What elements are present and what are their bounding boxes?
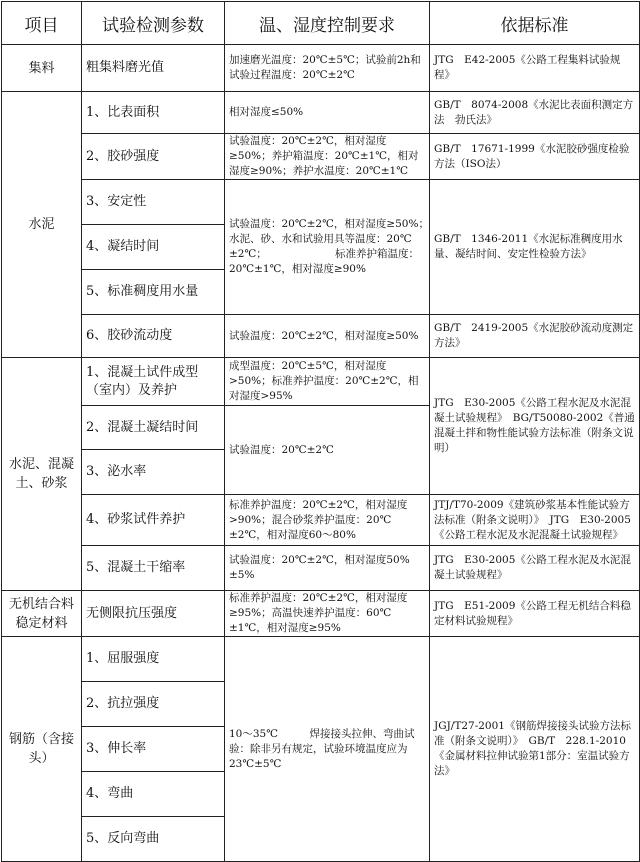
standard-cell: GB/T 1346-2011《水泥标准稠度用水量、凝结时间、安定性检验方法》 xyxy=(430,180,640,315)
param-cell: 5、标准稠度用水量 xyxy=(82,270,225,315)
item-cell: 钢筋（含接头） xyxy=(2,637,82,862)
table-row xyxy=(2,546,640,591)
param-cell: 1、比表面积 xyxy=(82,92,225,134)
requirement-cell: 试验温度：20℃±2℃，相对湿度≥50% xyxy=(225,315,430,358)
table-row xyxy=(2,358,640,406)
requirement-cell: 10～35℃ 焊接接头拉伸、弯曲试验：除非另有规定，试验环境温度应为23℃±5℃ xyxy=(225,637,430,862)
param-cell: 粗集料磨光值 xyxy=(82,45,225,92)
requirement-cell: 标准养护温度：20℃±2℃，相对湿度>90%；混合砂浆养护温度：20℃±2℃，相对湿度60～80% xyxy=(225,495,430,546)
requirement-cell: 试验温度：20℃±2℃，相对湿度50%±5% xyxy=(225,546,430,591)
standard-cell: GB/T 17671-1999《水泥胶砂强度检验方法（ISO法） xyxy=(430,134,640,180)
param-cell: 无侧限抗压强度 xyxy=(82,591,225,637)
item-cell: 集料 xyxy=(2,45,82,92)
standard-cell: JGJ/T27-2001《钢筋焊接接头试验方法标准（附条文说明）》 GB/T 228.1-2010《金属材料拉伸试验第1部分：室温试验方法》 xyxy=(430,637,640,862)
requirement-cell: 成型温度：20℃±5℃，相对湿度>50%；标准养护温度：20℃±2℃，相对湿度>95% xyxy=(225,358,430,406)
requirement-cell: 试验温度：20℃±2℃，相对湿度≥50%；养护箱温度：20℃±1℃，相对湿度≥90%；养护水温度：20℃±1℃ xyxy=(225,134,430,180)
param-cell: 5、反向弯曲 xyxy=(82,817,225,862)
param-cell: 1、屈服强度 xyxy=(82,637,225,682)
param-cell: 3、伸长率 xyxy=(82,727,225,772)
table-row xyxy=(2,315,640,358)
table-row xyxy=(2,92,640,134)
table-row xyxy=(2,495,640,546)
standard-cell: JTG E30-2005《公路工程水泥及水泥混凝土试验规程》 BG/T50080-2002《普通混凝土拌和物性能试验方法标准（附条文说明） xyxy=(430,358,640,495)
param-cell: 2、胶砂强度 xyxy=(82,134,225,180)
requirement-cell: 相对湿度≤50% xyxy=(225,92,430,134)
standard-cell: JTG E42-2005《公路工程集料试验规程》 xyxy=(430,45,640,92)
header-param: 试验检测参数 xyxy=(82,2,225,45)
header-row xyxy=(2,2,640,45)
param-cell: 2、混凝土凝结时间 xyxy=(82,406,225,450)
standard-cell: JTG E30-2005《公路工程水泥及水泥混凝土试验规程》 xyxy=(430,546,640,591)
param-cell: 1、混凝土试件成型（室内）及养护 xyxy=(82,358,225,406)
table-row xyxy=(2,637,640,682)
requirement-cell: 加速磨光温度：20℃±5℃；试验前2h和试验过程温度：20℃±2℃ xyxy=(225,45,430,92)
table-row xyxy=(2,45,640,92)
item-cell: 水泥 xyxy=(2,92,82,358)
standard-cell: GB/T 2419-2005《水泥胶砂流动度测定方法》 xyxy=(430,315,640,358)
table-row xyxy=(2,180,640,225)
requirement-cell: 标准养护温度：20℃±2℃，相对湿度≥95%；高温快速养护温度：60℃±1℃，相对湿度≥95% xyxy=(225,591,430,637)
test-requirements-table xyxy=(1,1,640,862)
item-cell: 水泥、混凝土、砂浆 xyxy=(2,358,82,591)
param-cell: 4、砂浆试件养护 xyxy=(82,495,225,546)
requirement-cell: 试验温度：20℃±2℃ xyxy=(225,406,430,495)
standard-cell: JTJ/T70-2009《建筑砂浆基本性能试验方法标准（附条文说明）》 JTG E30-2005《公路工程水泥及水泥混凝土试验规程》 xyxy=(430,495,640,546)
param-cell: 3、泌水率 xyxy=(82,450,225,495)
standard-cell: GB/T 8074-2008《水泥比表面积测定方法 勃氏法》 xyxy=(430,92,640,134)
standard-cell: JTG E51-2009《公路工程无机结合料稳定材料试验规程》 xyxy=(430,591,640,637)
param-cell: 3、安定性 xyxy=(82,180,225,225)
header-item: 项目 xyxy=(2,2,82,45)
item-cell: 无机结合料稳定材料 xyxy=(2,591,82,637)
param-cell: 4、弯曲 xyxy=(82,772,225,817)
requirement-cell: 试验温度：20℃±2℃，相对湿度≥50%； 水泥、砂、水和试验用具等温度：20℃±2℃； 标准养护箱温度：20℃±1℃，相对湿度≥90% xyxy=(225,180,430,315)
table-row xyxy=(2,591,640,637)
param-cell: 2、抗拉强度 xyxy=(82,682,225,727)
header-requirement: 温、湿度控制要求 xyxy=(225,2,430,45)
param-cell: 5、混凝土干缩率 xyxy=(82,546,225,591)
table-row xyxy=(2,134,640,180)
param-cell: 6、胶砂流动度 xyxy=(82,315,225,358)
header-standard: 依据标准 xyxy=(430,2,640,45)
param-cell: 4、凝结时间 xyxy=(82,225,225,270)
